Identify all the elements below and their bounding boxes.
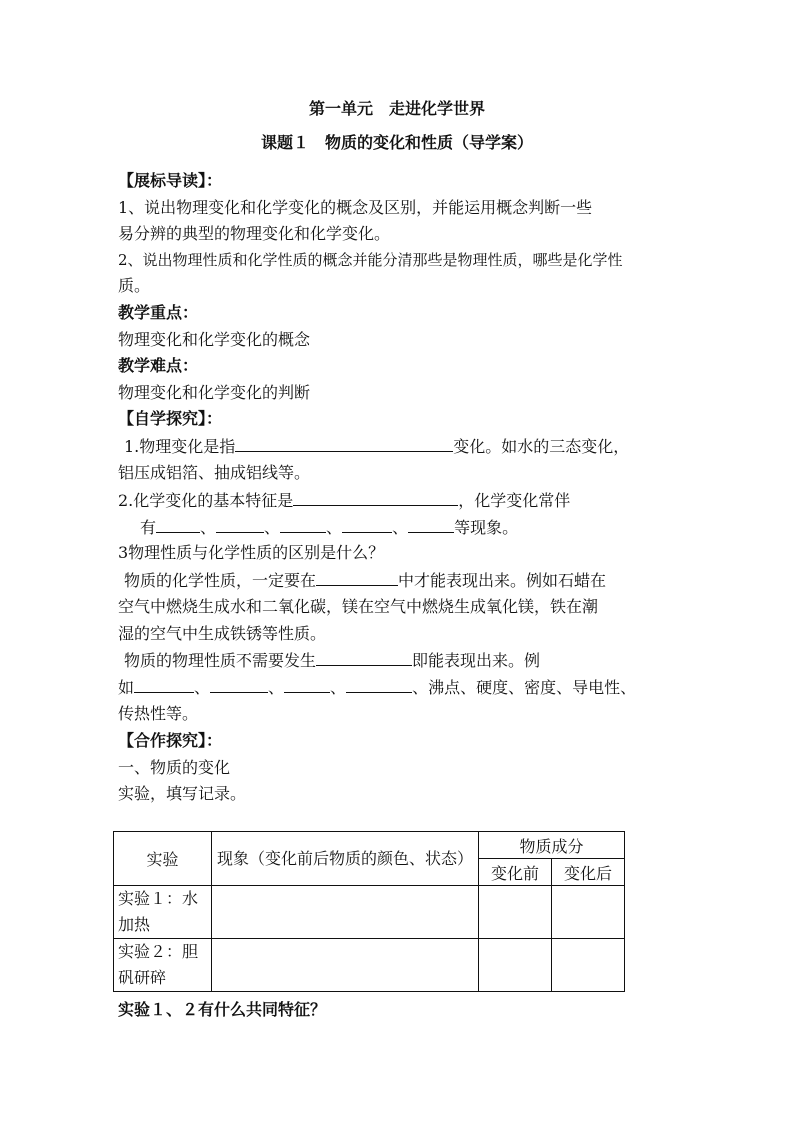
chemical-property-line3: 湿的空气中生成铁锈等性质。 [118, 624, 327, 643]
cell-phenomenon[interactable] [212, 886, 479, 939]
difficulty-text: 物理变化和化学变化的判断 [118, 383, 311, 402]
separator: 、 [264, 518, 281, 537]
lesson-subtitle: 课题１ 物质的变化和性质（导学案） [260, 133, 533, 152]
header-phenomenon: 现象（变化前后物质的颜色、状态） [212, 832, 479, 886]
question-2-line2 [140, 517, 518, 538]
cell-before[interactable] [479, 939, 552, 992]
question-1 [124, 436, 629, 457]
blank-physical-change[interactable] [235, 436, 453, 452]
header-experiment: 实验 [114, 832, 212, 886]
blank-physical-property[interactable] [316, 650, 412, 666]
goal1-line2: 易分辨的典型的物理变化和化学变化。 [118, 224, 391, 243]
separator: 、 [194, 678, 211, 697]
final-question: 实验１、２有什么共同特征？ [118, 1000, 327, 1019]
self-study-header: 【自学探究】： [118, 409, 223, 428]
blank-property-2[interactable] [210, 677, 268, 693]
chemical-property-line2: 空气中燃烧生成水和二氧化碳，镁在空气中燃烧生成氧化镁，铁在潮 [118, 597, 599, 616]
cooperative-item-2: 实验，填写记录。 [118, 784, 247, 803]
blank-phenomenon-4[interactable] [342, 517, 392, 533]
cell-phenomenon[interactable] [212, 939, 479, 992]
cooperative-item-1: 一、物质的变化 [118, 758, 231, 777]
goals-header: 【展标导读】： [118, 171, 223, 190]
blank-property-3[interactable] [284, 677, 330, 693]
blank-property-1[interactable] [134, 677, 194, 693]
goal2-line1: 2、说出物理性质和化学性质的概念并能分清那些是物理性质，哪些是化学性 [118, 251, 623, 269]
phys-text-a: 物质的物理性质不需要发生 [124, 651, 317, 670]
physical-property-line1 [124, 650, 540, 671]
difficulty-header: 教学难点： [118, 356, 199, 375]
table-header-row [114, 832, 625, 859]
separator: 、 [326, 518, 343, 537]
blank-phenomenon-2[interactable] [216, 517, 264, 533]
q1-text-b: 变化。如水的三态变化， [453, 437, 630, 456]
header-after: 变化后 [552, 859, 625, 886]
question-2 [118, 490, 570, 511]
q2-text-end: 等现象。 [454, 518, 519, 537]
blank-chemical-feature[interactable] [293, 490, 458, 506]
goal1-line1: 1、说出物理变化和化学变化的概念及区别，并能运用概念判断一些 [118, 198, 593, 217]
cell-before[interactable] [479, 886, 552, 939]
blank-property-4[interactable] [346, 677, 412, 693]
question-3: 3物理性质与化学性质的区别是什么？ [118, 543, 385, 562]
table-row [114, 886, 625, 939]
header-composition: 物质成分 [479, 832, 625, 859]
physical-property-line2 [118, 677, 636, 698]
physical-property-line3: 传热性等。 [118, 704, 199, 723]
chemical-property-line1 [124, 570, 606, 591]
question-1-line2: 铝压成铝箔、抽成铝线等。 [118, 463, 311, 482]
phys-text-b: 即能表现出来。例 [412, 651, 541, 670]
separator: 、 [200, 518, 217, 537]
chem-text-a: 物质的化学性质，一定要在 [124, 571, 317, 590]
q2-text-a: 2.化学变化的基本特征是 [118, 491, 294, 510]
cooperative-header: 【合作探究】： [118, 731, 223, 750]
unit-title: 第一单元 走进化学世界 [308, 99, 485, 118]
phys-text-end: 、沸点、硬度、密度、导电性、 [412, 678, 637, 697]
separator: 、 [268, 678, 285, 697]
q2-text-you: 有 [140, 518, 157, 537]
blank-phenomenon-1[interactable] [156, 517, 200, 533]
q2-text-b: ，化学变化常伴 [458, 491, 571, 510]
row-label: 实验１：水加热 [114, 886, 212, 939]
cell-after[interactable] [552, 886, 625, 939]
q1-text-a: 1.物理变化是指 [124, 437, 236, 456]
separator: 、 [392, 518, 409, 537]
cell-after[interactable] [552, 939, 625, 992]
table-row [114, 939, 625, 992]
blank-phenomenon-5[interactable] [408, 517, 454, 533]
key-points-text: 物理变化和化学变化的概念 [118, 330, 311, 349]
blank-phenomenon-3[interactable] [280, 517, 326, 533]
goal2-line2: 质。 [118, 276, 151, 295]
chem-text-b: 中才能表现出来。例如石蜡在 [398, 571, 607, 590]
blank-chemical-property[interactable] [316, 570, 398, 586]
phys-text-ru: 如 [118, 678, 135, 697]
header-before: 变化前 [479, 859, 552, 886]
separator: 、 [330, 678, 347, 697]
experiment-table [113, 831, 625, 992]
key-points-header: 教学重点： [118, 303, 199, 322]
row-label: 实验２：胆矾研碎 [114, 939, 212, 992]
